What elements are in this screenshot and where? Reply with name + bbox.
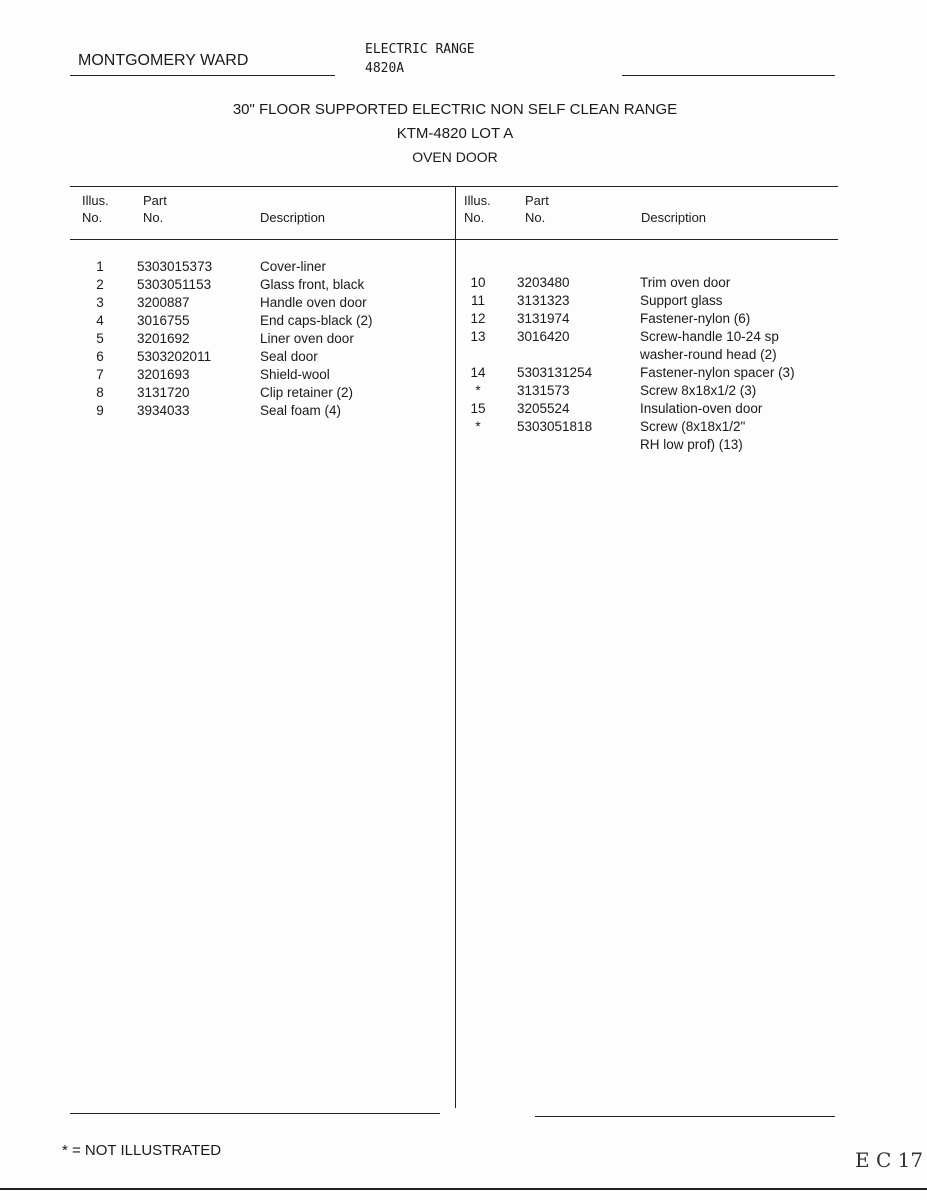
divider	[622, 75, 835, 76]
illus-number: 11	[470, 293, 485, 308]
part-number: 5303202011	[137, 349, 212, 364]
illus-number: 10	[470, 275, 486, 290]
illus-number: 14	[470, 365, 486, 380]
part-description: Handle oven door	[260, 295, 367, 310]
illus-number: 2	[96, 277, 104, 292]
part-description: Screw 8x18x1/2 (3)	[640, 383, 757, 398]
part-number: 3131720	[137, 385, 190, 400]
illus-number: *	[475, 383, 481, 398]
illus-number: 8	[96, 385, 104, 400]
part-number: 3016755	[137, 313, 190, 328]
part-number: 3203480	[517, 275, 570, 290]
illus-number: 6	[96, 349, 104, 364]
part-description: Fastener-nylon spacer (3)	[640, 365, 795, 380]
illus-number: 5	[96, 331, 104, 346]
illus-number: 15	[470, 401, 486, 416]
part-number: 5303051153	[137, 277, 212, 292]
part-description: Seal door	[260, 349, 318, 364]
part-number: 5303015373	[137, 259, 213, 274]
handwritten-mark: E C 17	[855, 1148, 924, 1172]
part-number: 3934033	[137, 403, 190, 418]
part-description: Fastener-nylon (6)	[640, 311, 751, 326]
part-description: Cover-liner	[260, 259, 327, 274]
part-description: Screw (8x18x1/2"	[640, 419, 746, 434]
col-desc-header: Description	[260, 210, 326, 225]
part-description: Clip retainer (2)	[260, 385, 354, 400]
doc-section: OVEN DOOR	[412, 149, 498, 165]
col-part-header: Part No.	[525, 193, 549, 225]
product-type: ELECTRIC RANGE	[365, 42, 475, 57]
illus-number: 13	[470, 329, 486, 344]
footnote: * = NOT ILLUSTRATED	[62, 1142, 222, 1159]
illus-number: 4	[96, 313, 104, 328]
illus-number: 3	[96, 295, 104, 310]
part-description: Screw-handle 10-24 sp	[640, 329, 779, 344]
brand-name: MONTGOMERY WARD	[78, 52, 249, 69]
col-illus-header: Illus. No.	[82, 193, 109, 225]
part-description: washer-round head (2)	[640, 347, 777, 362]
col-illus-header: Illus. No.	[464, 193, 491, 225]
part-number: 3205524	[517, 401, 570, 416]
illus-number: 1	[96, 259, 104, 274]
model-number: 4820A	[365, 61, 405, 76]
part-description: Glass front, black	[260, 277, 365, 292]
part-description: Seal foam (4)	[260, 403, 342, 418]
part-description: End caps-black (2)	[260, 313, 373, 328]
table-top-rule	[70, 186, 838, 187]
col-part-header: Part No.	[143, 193, 167, 225]
illus-number: 12	[470, 311, 486, 326]
bottom-rule	[0, 1188, 927, 1190]
part-description: Insulation-oven door	[640, 401, 763, 416]
illus-number: 9	[96, 403, 104, 418]
illus-number: *	[475, 419, 481, 434]
part-number: 5303131254	[517, 365, 593, 380]
doc-model: KTM-4820 LOT A	[396, 125, 514, 142]
column-divider	[455, 186, 456, 1108]
divider	[535, 1116, 835, 1117]
part-number: 3131323	[517, 293, 570, 308]
part-number: 3016420	[517, 329, 570, 344]
part-description: Shield-wool	[260, 367, 330, 382]
part-number: 3201693	[137, 367, 190, 382]
divider	[70, 75, 335, 76]
part-number: 3131974	[517, 311, 570, 326]
table-header-rule	[70, 239, 838, 240]
part-description: Trim oven door	[640, 275, 731, 290]
part-number: 3200887	[137, 295, 190, 310]
part-number: 3131573	[517, 383, 570, 398]
doc-title: 30" FLOOR SUPPORTED ELECTRIC NON SELF CLEAN RANGE	[232, 101, 678, 118]
part-description: RH low prof) (13)	[640, 437, 743, 452]
illus-number: 7	[96, 367, 104, 382]
part-description: Liner oven door	[260, 331, 354, 346]
part-number: 5303051818	[517, 419, 593, 434]
divider	[70, 1113, 440, 1114]
col-desc-header: Description	[641, 210, 707, 225]
part-description: Support glass	[640, 293, 723, 308]
part-number: 3201692	[137, 331, 190, 346]
